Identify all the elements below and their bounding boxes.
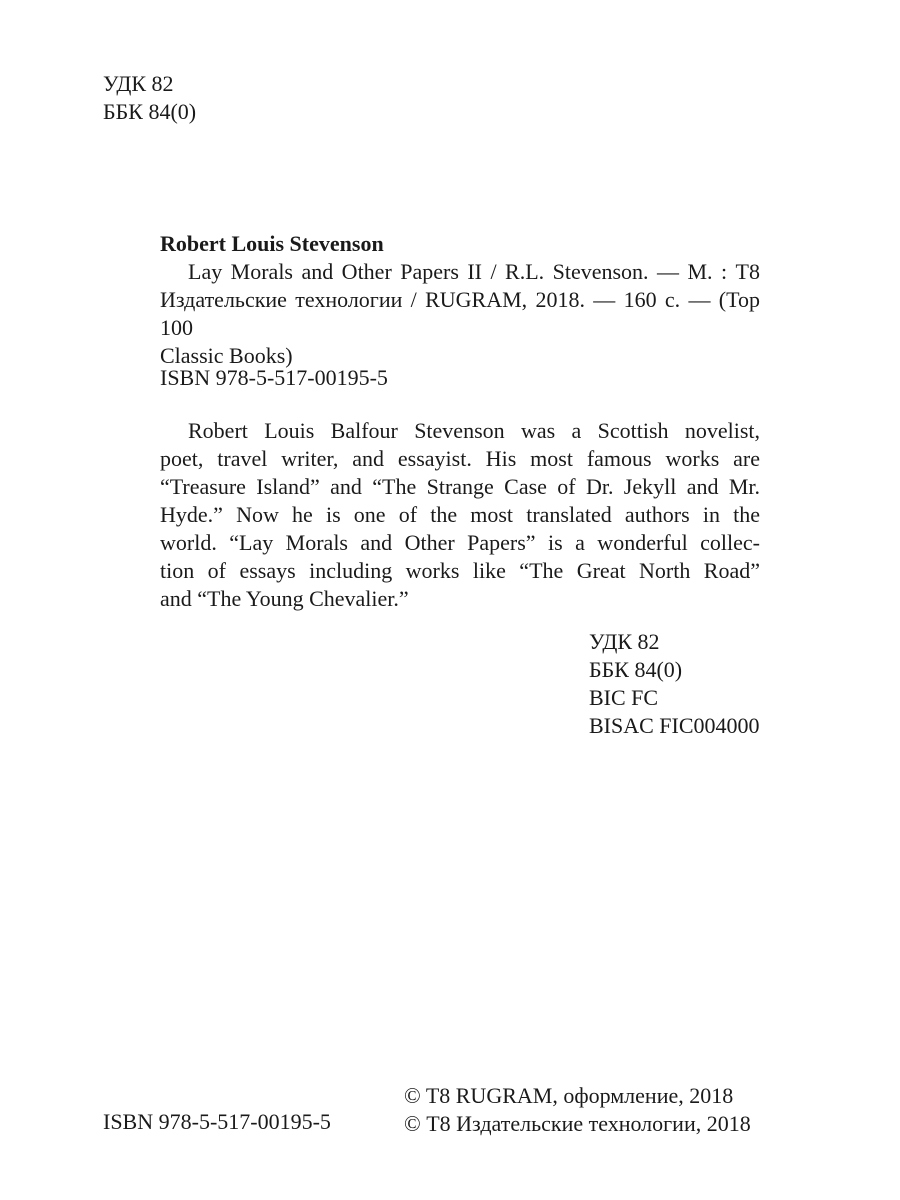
copyright-line-publisher: © Т8 Издательские технологии, 2018	[404, 1111, 751, 1136]
annotation-line: and “The Young Chevalier.”	[160, 586, 409, 611]
annotation-paragraph	[160, 417, 760, 613]
catalog-isbn	[160, 364, 388, 392]
author-name: Robert Louis Stevenson	[160, 231, 384, 256]
catalog-record	[160, 230, 760, 370]
isbn-text: ISBN 978-5-517-00195-5	[103, 1109, 331, 1134]
classification-codes	[589, 628, 760, 740]
udk-code: УДК 82	[103, 71, 174, 96]
bic-code: BIC FC	[589, 685, 659, 710]
annotation-line: tion of essays including works like “The Great North Road”	[160, 558, 760, 583]
copyright-line-design: © T8 RUGRAM, оформление, 2018	[404, 1083, 734, 1108]
catalog-line: Издательские технологии / RUGRAM, 2018. — 160 с. — (Top 100	[160, 287, 760, 340]
catalog-line: Classic Books)	[160, 343, 293, 368]
catalog-line: Lay Morals and Other Papers II / R.L. Stevenson. — М. : Т8	[188, 259, 760, 284]
annotation-line: Hyde.” Now he is one of the most translated authors in the	[160, 502, 760, 527]
footer-isbn	[103, 1108, 331, 1136]
bbk-code: ББК 84(0)	[589, 657, 683, 682]
isbn-text: ISBN 978-5-517-00195-5	[160, 365, 388, 390]
bisac-code: BISAC FIC004000	[589, 713, 760, 738]
bbk-code: ББК 84(0)	[103, 99, 197, 124]
copyright-notice	[404, 1082, 751, 1138]
top-classification-codes	[103, 70, 196, 126]
annotation-line: Robert Louis Balfour Stevenson was a Scottish novelist,	[188, 418, 760, 443]
annotation-line: “Treasure Island” and “The Strange Case of Dr. Jekyll and Mr.	[160, 474, 760, 499]
annotation-line: world. “Lay Morals and Other Papers” is a wonderful collec-	[160, 530, 760, 555]
annotation-line: poet, travel writer, and essayist. His most famous works are	[160, 446, 760, 471]
udk-code: УДК 82	[589, 629, 660, 654]
